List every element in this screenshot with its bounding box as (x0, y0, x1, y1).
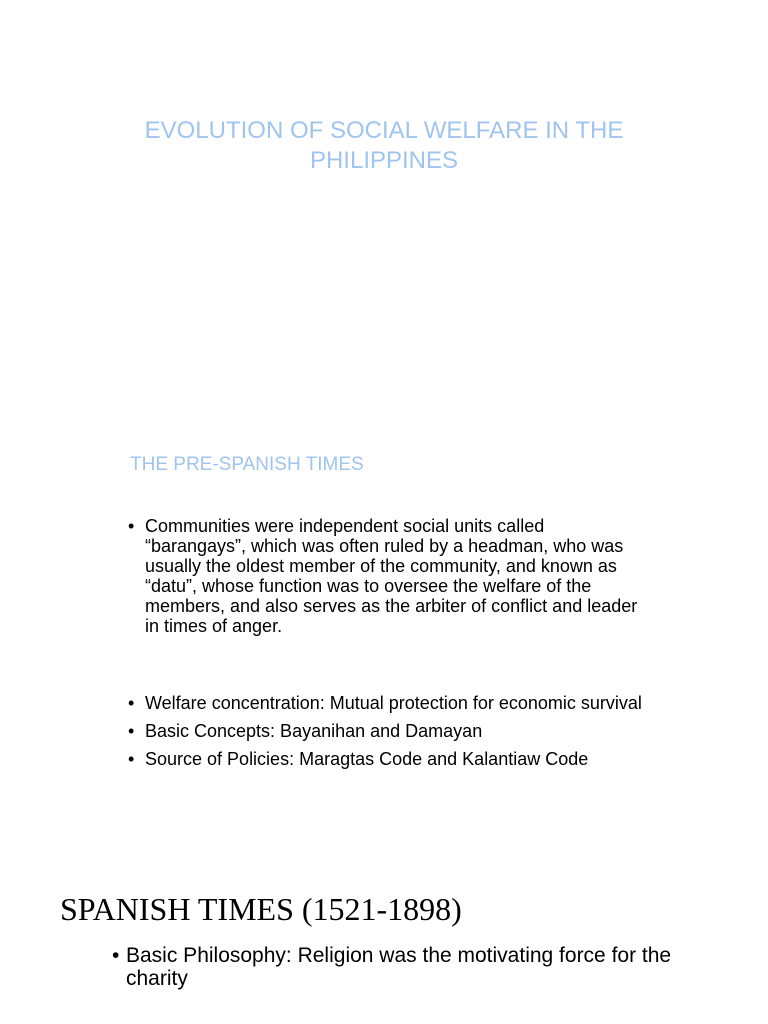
bullet-text: Basic Concepts: Bayanihan and Damayan (145, 721, 483, 741)
list-item (128, 516, 648, 636)
bullet-list-communities (128, 516, 648, 636)
bullet-icon: • (128, 516, 135, 536)
page-title: EVOLUTION OF SOCIAL WELFARE IN THE PHILIPPINES (144, 117, 624, 174)
section-heading-spanish: SPANISH TIMES (1521-1898) (60, 891, 462, 927)
bullet-text: Basic Philosophy: Religion was the motivating force for the charity (126, 944, 672, 990)
bullet-text: Communities were independent social units called “barangays”, which was often ruled by a headman, who was usually the oldest member of the community, and known as “datu”, whose function was to oversee the welfare of the members, and also serves as the arbiter of conflict and leader in times of anger. (145, 516, 638, 636)
bullet-text: Source of Policies: Maragtas Code and Kalantiaw Code (145, 749, 589, 769)
bullet-icon: • (128, 693, 135, 713)
bullet-list-spanish (112, 944, 712, 990)
bullet-text: Welfare concentration: Mutual protection for economic survival (145, 693, 642, 713)
bullet-icon: • (128, 721, 135, 741)
bullet-icon: • (128, 749, 135, 769)
list-item (128, 749, 648, 769)
list-item (128, 693, 648, 713)
bullet-list-concepts (128, 693, 648, 777)
section-heading-pre-spanish: THE PRE-SPANISH TIMES (130, 454, 364, 475)
list-item (112, 944, 712, 990)
bullet-icon: • (112, 944, 120, 967)
list-item (128, 721, 648, 741)
